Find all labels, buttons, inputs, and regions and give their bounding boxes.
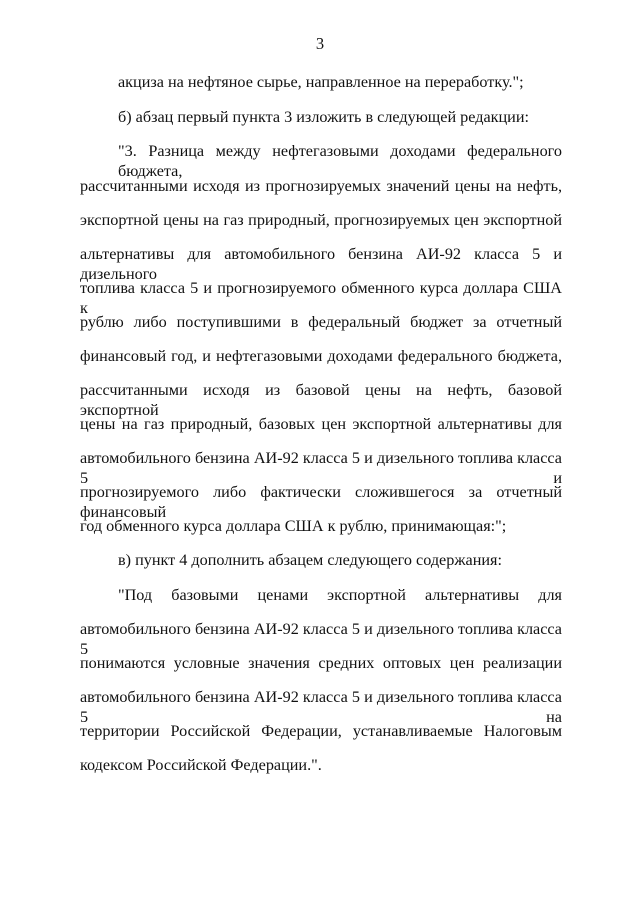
page-number: 3 (315, 34, 325, 53)
text-line: автомобильного бензина АИ-92 класса 5 и дизельного топлива класса 5 на (80, 688, 562, 726)
text-line: "Под базовыми ценами экспортной альтернативы для (118, 586, 562, 604)
text-line: б) абзац первый пункта 3 изложить в следующей редакции: (118, 108, 529, 126)
text-line: автомобильного бензина АИ-92 класса 5 и дизельного топлива класса 5 и (80, 449, 562, 487)
text-line: экспортной цены на газ природный, прогнозируемых цен экспортной (80, 211, 562, 229)
text-line: понимаются условные значения средних оптовых цен реализации (80, 654, 562, 672)
text-line: рассчитанными исходя из базовой цены на нефть, базовой экспортной (80, 381, 562, 419)
text-line: топлива класса 5 и прогнозируемого обменного курса доллара США к (80, 279, 562, 317)
text-line: альтернативы для автомобильного бензина АИ-92 класса 5 и дизельного (80, 245, 562, 283)
text-line: год обменного курса доллара США к рублю, принимающая:"; (80, 517, 507, 535)
text-line: финансовый год, и нефтегазовыми доходами федерального бюджета, (80, 347, 562, 365)
text-line: кодексом Российской Федерации.". (80, 756, 322, 774)
text-line: прогнозируемого либо фактически сложившегося за отчетный финансовый (80, 483, 562, 521)
text-line: "3. Разница между нефтегазовыми доходами федерального бюджета, (118, 142, 562, 180)
text-line: акциза на нефтяное сырье, направленное на переработку."; (118, 73, 524, 91)
text-line: автомобильного бензина АИ-92 класса 5 и дизельного топлива класса 5 (80, 620, 562, 658)
text-line: рублю либо поступившими в федеральный бюджет за отчетный (80, 313, 562, 331)
text-line: рассчитанными исходя из прогнозируемых значений цены на нефть, (80, 177, 562, 195)
text-line: в) пункт 4 дополнить абзацем следующего содержания: (118, 551, 502, 569)
text-line: территории Российской Федерации, устанавливаемые Налоговым (80, 722, 562, 740)
text-line: цены на газ природный, базовых цен экспортной альтернативы для (80, 415, 562, 433)
